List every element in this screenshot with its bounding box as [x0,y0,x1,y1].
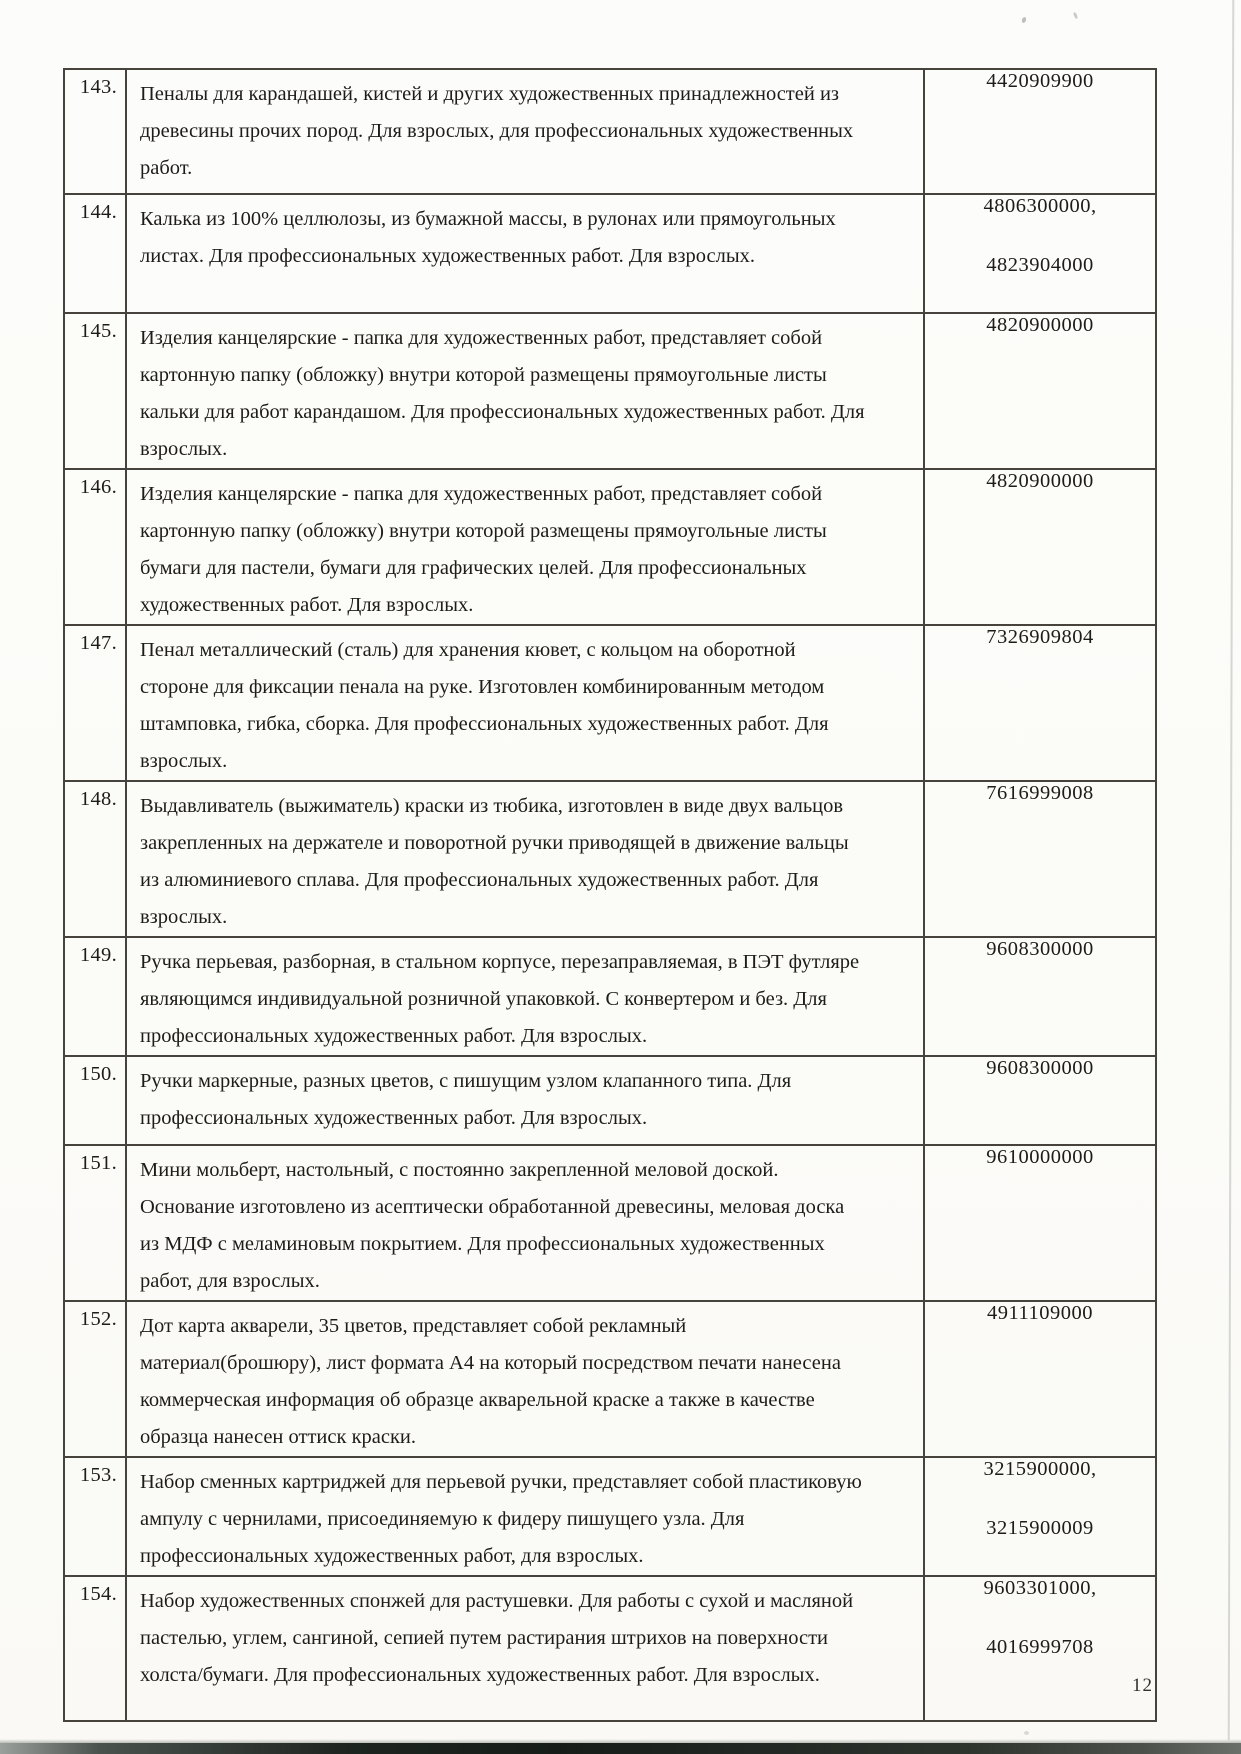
description-cell [126,469,924,625]
row-number-cell [64,69,126,194]
code-cell [924,1301,1156,1457]
code-cell [924,469,1156,625]
description-cell [126,313,924,469]
goods-codes-table [63,68,1157,1722]
scan-speck [1021,16,1027,23]
code-cell [924,1576,1156,1721]
row-number-cell [64,1145,126,1301]
scan-bottom-band [0,1743,1241,1754]
hs-code: 3215900009 [986,1517,1094,1539]
description-text: Мини мольберт, настольный, с постоянно закрепленной меловой доской. Основание изготовлено из асептически обработанной древесины, меловая доска из МДФ с меламиновым покрытием. Для профессиональных художественных работ, для взрослых. [140,1159,845,1292]
row-number: 144. [79,201,117,223]
row-number: 146. [79,476,117,498]
hs-code: 9608300000 [986,1057,1094,1079]
table-row [64,1576,1156,1721]
description-text: Пеналы для карандашей, кистей и других художественных принадлежностей из древесины прочих пород. Для взрослых, для профессиональных художественных работ. [140,83,854,179]
description-text: Набор художественных спонжей для растушевки. Для работы с сухой и масляной пастелью, углем, сангиной, сепией путем растирания штрихов на поверхности холста/бумаги. Для профессиональных художественных работ. Для взрослых. [140,1590,854,1686]
row-number-cell [64,313,126,469]
hs-code: 4911109000 [987,1302,1093,1324]
table-row [64,1457,1156,1576]
row-number: 148. [79,788,117,810]
table-row [64,1145,1156,1301]
code-cell [924,313,1156,469]
description-cell [126,69,924,194]
hs-code: 7326909804 [986,626,1094,648]
description-text: Ручки маркерные, разных цветов, с пишущим узлом клапанного типа. Для профессиональных художественных работ. Для взрослых. [140,1070,792,1129]
row-number: 154. [79,1583,117,1605]
hs-code: 4823904000 [986,254,1094,276]
code-cell [924,781,1156,937]
row-number: 151. [79,1152,117,1174]
row-number: 147. [79,632,117,654]
scan-speck [1024,1731,1029,1735]
hs-code: 3215900000, [983,1458,1097,1480]
hs-code: 4016999708 [986,1636,1094,1658]
table-row [64,625,1156,781]
code-cell [924,1145,1156,1301]
description-text: Калька из 100% целлюлозы, из бумажной массы, в рулонах или прямоугольных листах. Для профессиональных художественных работ. Для взрослых. [140,208,836,267]
table-row [64,313,1156,469]
row-number: 143. [79,76,117,98]
code-cell [924,625,1156,781]
row-number: 152. [79,1308,117,1330]
description-cell [126,1457,924,1576]
description-text: Изделия канцелярские - папка для художественных работ, представляет собой картонную папку (обложку) внутри которой размещены прямоугольные листы кальки для работ карандашом. Для профессиональных художественных работ. Для взрослых. [140,327,865,460]
row-number: 150. [79,1063,117,1085]
code-cell [924,1056,1156,1145]
hs-code: 7616999008 [986,782,1094,804]
row-number-cell [64,1056,126,1145]
row-number-cell [64,1301,126,1457]
description-text: Пенал металлический (сталь) для хранения кювет, с кольцом на оборотной стороне для фиксации пенала на руке. Изготовлен комбинированным методом штамповка, гибка, сборка. Для профессиональных художественных работ. Для взрослых. [140,639,829,772]
hs-code: 9610000000 [986,1146,1094,1168]
description-text: Выдавливатель (выжиматель) краски из тюбика, изготовлен в виде двух вальцов закрепленных на держателе и поворотной ручки приводящей в движение вальцы из алюминиевого сплава. Для профессиональных художественных работ. Для взрослых. [140,795,849,928]
hs-code: 9603301000, [983,1577,1097,1599]
hs-code: 9608300000 [986,938,1094,960]
row-number-cell [64,469,126,625]
scan-edge-line [1228,0,1235,1740]
row-number: 145. [79,320,117,342]
row-number: 153. [79,1464,117,1486]
description-text: Набор сменных картриджей для перьевой ручки, представляет собой пластиковую ампулу с чернилами, присоединяемую к фидеру пишущего узла. Для профессиональных художественных работ, для взрослых. [140,1471,862,1567]
table-row [64,937,1156,1056]
code-cell [924,1457,1156,1576]
row-number-cell [64,1457,126,1576]
hs-code: 4806300000, [983,195,1097,217]
hs-code: 4420909900 [986,70,1094,92]
row-number-cell [64,194,126,313]
code-cell [924,69,1156,194]
description-cell [126,1145,924,1301]
table-row [64,194,1156,313]
scan-speck [1073,12,1079,20]
description-text: Изделия канцелярские - папка для художественных работ, представляет собой картонную папку (обложку) внутри которой размещены прямоугольные листы бумаги для пастели, бумаги для графических целей. Для профессиональных художественных работ. Для взрослых. [140,483,827,616]
row-number-cell [64,625,126,781]
hs-code: 4820900000 [986,314,1094,336]
page-number: 12 [1132,1675,1153,1696]
table-row [64,781,1156,937]
description-cell [126,625,924,781]
description-cell [126,781,924,937]
description-cell [126,194,924,313]
code-cell [924,194,1156,313]
table-row [64,1301,1156,1457]
description-cell [126,1301,924,1457]
hs-code: 4820900000 [986,470,1094,492]
description-cell [126,1056,924,1145]
description-cell [126,937,924,1056]
description-text: Ручка перьевая, разборная, в стальном корпусе, перезаправляемая, в ПЭТ футляре являющимся индивидуальной розничной упаковкой. С конвертером и без. Для профессиональных художественных работ. Для взрослых. [140,951,860,1047]
row-number-cell [64,781,126,937]
table-row [64,469,1156,625]
table-row [64,69,1156,194]
description-cell [126,1576,924,1721]
code-cell [924,937,1156,1056]
row-number: 149. [79,944,117,966]
row-number-cell [64,937,126,1056]
table-row [64,1056,1156,1145]
row-number-cell [64,1576,126,1721]
description-text: Дот карта акварели, 35 цветов, представляет собой рекламный материал(брошюру), лист формата А4 на который посредством печати нанесена коммерческая информация об образце акварельной краске а также в качестве образца нанесен оттиск краски. [140,1315,841,1448]
